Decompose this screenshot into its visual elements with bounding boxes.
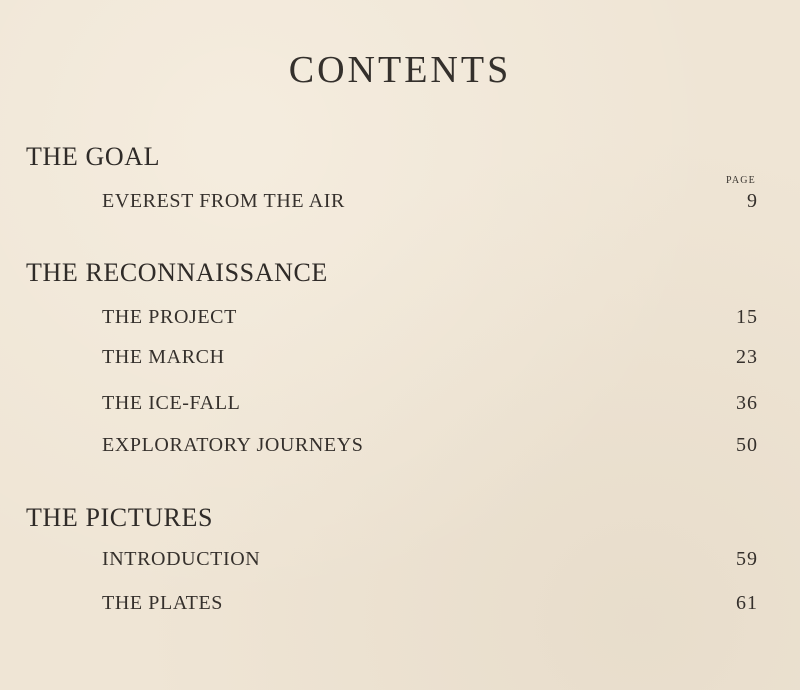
toc-entry-label: THE ICE-FALL bbox=[102, 392, 241, 414]
toc-entry-the-march[interactable] bbox=[102, 346, 758, 369]
toc-entry-page: 61 bbox=[736, 592, 758, 614]
toc-entry-label: EXPLORATORY JOURNEYS bbox=[102, 434, 364, 456]
toc-entry-page: 15 bbox=[736, 306, 758, 328]
toc-entry-exploratory-journeys[interactable] bbox=[102, 434, 758, 457]
toc-entry-label: EVEREST FROM THE AIR bbox=[102, 190, 345, 212]
toc-entry-page: 59 bbox=[736, 548, 758, 570]
toc-entry-the-plates[interactable] bbox=[102, 592, 758, 615]
toc-entry-label: THE MARCH bbox=[102, 346, 225, 368]
toc-entry-page: 9 bbox=[747, 190, 758, 212]
toc-entry-the-ice-fall[interactable] bbox=[102, 392, 758, 415]
toc-entry-label: THE PLATES bbox=[102, 592, 223, 614]
section-heading-reconnaissance: THE RECONNAISSANCE bbox=[26, 258, 328, 287]
toc-entry-page: 50 bbox=[736, 434, 758, 456]
section-heading-pictures: THE PICTURES bbox=[26, 503, 214, 532]
toc-entry-label: INTRODUCTION bbox=[102, 548, 261, 570]
page-column-label: PAGE bbox=[726, 175, 756, 186]
toc-entry-label: THE PROJECT bbox=[102, 306, 237, 328]
toc-entry-the-project[interactable] bbox=[102, 306, 758, 329]
toc-entry-everest-from-the-air[interactable] bbox=[102, 190, 758, 213]
toc-entry-introduction[interactable] bbox=[102, 548, 758, 571]
section-heading-goal: THE GOAL bbox=[26, 142, 161, 171]
toc-entry-page: 36 bbox=[736, 392, 758, 414]
page-title: CONTENTS bbox=[288, 49, 512, 91]
toc-entry-page: 23 bbox=[736, 346, 758, 368]
